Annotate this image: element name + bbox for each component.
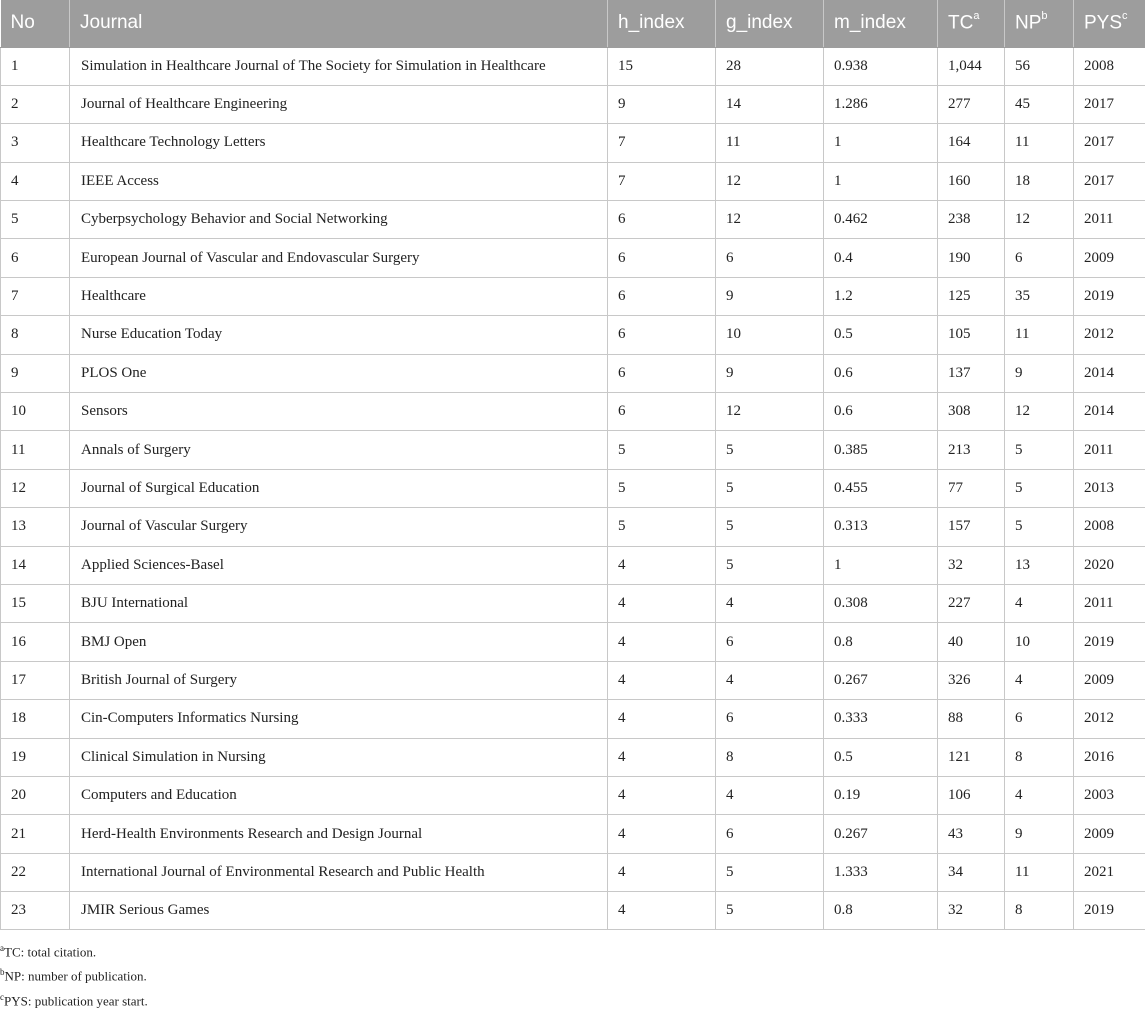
- cell-tc: 157: [938, 508, 1005, 546]
- cell-g-index: 4: [716, 661, 824, 699]
- cell-journal: BJU International: [70, 584, 608, 622]
- cell-g-index: 12: [716, 162, 824, 200]
- cell-journal: IEEE Access: [70, 162, 608, 200]
- cell-g-index: 4: [716, 584, 824, 622]
- cell-journal: Journal of Vascular Surgery: [70, 508, 608, 546]
- header-m-index: m_index: [824, 0, 938, 47]
- cell-journal: Cyberpsychology Behavior and Social Networking: [70, 201, 608, 239]
- cell-journal: Herd-Health Environments Research and Design Journal: [70, 815, 608, 853]
- cell-pys: 2013: [1074, 469, 1145, 507]
- cell-pys: 2017: [1074, 124, 1145, 162]
- cell-journal: Simulation in Healthcare Journal of The Society for Simulation in Healthcare: [70, 47, 608, 85]
- cell-no: 23: [1, 892, 70, 930]
- cell-np: 8: [1005, 892, 1074, 930]
- cell-np: 11: [1005, 124, 1074, 162]
- table-row: [1, 469, 1145, 507]
- footnote: [0, 938, 148, 962]
- cell-m-index: 1.2: [824, 277, 938, 315]
- cell-tc: 88: [938, 700, 1005, 738]
- cell-h-index: 4: [608, 738, 716, 776]
- cell-journal: JMIR Serious Games: [70, 892, 608, 930]
- table-row: [1, 316, 1145, 354]
- table-row: [1, 239, 1145, 277]
- cell-journal: Sensors: [70, 393, 608, 431]
- cell-h-index: 4: [608, 623, 716, 661]
- cell-h-index: 4: [608, 700, 716, 738]
- cell-np: 4: [1005, 661, 1074, 699]
- cell-m-index: 0.4: [824, 239, 938, 277]
- cell-h-index: 6: [608, 201, 716, 239]
- cell-h-index: 4: [608, 584, 716, 622]
- cell-g-index: 9: [716, 277, 824, 315]
- cell-tc: 137: [938, 354, 1005, 392]
- cell-no: 4: [1, 162, 70, 200]
- cell-g-index: 8: [716, 738, 824, 776]
- cell-m-index: 0.938: [824, 47, 938, 85]
- cell-np: 11: [1005, 853, 1074, 891]
- cell-m-index: 0.267: [824, 815, 938, 853]
- cell-journal: International Journal of Environmental Research and Public Health: [70, 853, 608, 891]
- cell-g-index: 9: [716, 354, 824, 392]
- cell-journal: Healthcare: [70, 277, 608, 315]
- cell-no: 8: [1, 316, 70, 354]
- cell-no: 13: [1, 508, 70, 546]
- cell-m-index: 0.5: [824, 316, 938, 354]
- cell-np: 45: [1005, 85, 1074, 123]
- cell-journal: Nurse Education Today: [70, 316, 608, 354]
- cell-pys: 2008: [1074, 47, 1145, 85]
- cell-no: 16: [1, 623, 70, 661]
- table-row: [1, 623, 1145, 661]
- cell-h-index: 9: [608, 85, 716, 123]
- cell-h-index: 6: [608, 316, 716, 354]
- cell-np: 11: [1005, 316, 1074, 354]
- cell-np: 6: [1005, 700, 1074, 738]
- cell-no: 17: [1, 661, 70, 699]
- table-row: [1, 584, 1145, 622]
- cell-m-index: 1: [824, 546, 938, 584]
- cell-no: 12: [1, 469, 70, 507]
- footnote-mark: a: [0, 943, 4, 953]
- cell-np: 35: [1005, 277, 1074, 315]
- table-row: [1, 277, 1145, 315]
- cell-m-index: 0.19: [824, 776, 938, 814]
- cell-h-index: 7: [608, 162, 716, 200]
- cell-tc: 326: [938, 661, 1005, 699]
- cell-journal: PLOS One: [70, 354, 608, 392]
- cell-tc: 160: [938, 162, 1005, 200]
- header-np-footnote-mark: b: [1041, 10, 1047, 22]
- table-row: [1, 700, 1145, 738]
- cell-no: 9: [1, 354, 70, 392]
- cell-tc: 32: [938, 892, 1005, 930]
- table-row: [1, 47, 1145, 85]
- cell-m-index: 1: [824, 124, 938, 162]
- cell-tc: 32: [938, 546, 1005, 584]
- cell-np: 4: [1005, 776, 1074, 814]
- cell-pys: 2011: [1074, 584, 1145, 622]
- cell-np: 12: [1005, 393, 1074, 431]
- cell-np: 5: [1005, 469, 1074, 507]
- header-tc-footnote-mark: a: [973, 10, 979, 22]
- cell-h-index: 4: [608, 853, 716, 891]
- table-row: [1, 354, 1145, 392]
- table-body: [1, 47, 1145, 930]
- cell-g-index: 5: [716, 892, 824, 930]
- table-row: [1, 162, 1145, 200]
- cell-np: 12: [1005, 201, 1074, 239]
- table-row: [1, 393, 1145, 431]
- cell-m-index: 0.308: [824, 584, 938, 622]
- cell-h-index: 6: [608, 277, 716, 315]
- cell-m-index: 0.6: [824, 354, 938, 392]
- cell-journal: Annals of Surgery: [70, 431, 608, 469]
- cell-pys: 2011: [1074, 431, 1145, 469]
- cell-tc: 34: [938, 853, 1005, 891]
- cell-g-index: 5: [716, 546, 824, 584]
- cell-h-index: 4: [608, 661, 716, 699]
- cell-h-index: 5: [608, 431, 716, 469]
- cell-m-index: 0.462: [824, 201, 938, 239]
- cell-h-index: 5: [608, 508, 716, 546]
- cell-tc: 277: [938, 85, 1005, 123]
- cell-no: 11: [1, 431, 70, 469]
- cell-pys: 2009: [1074, 239, 1145, 277]
- cell-journal: Journal of Healthcare Engineering: [70, 85, 608, 123]
- cell-np: 5: [1005, 431, 1074, 469]
- cell-g-index: 5: [716, 853, 824, 891]
- cell-g-index: 10: [716, 316, 824, 354]
- cell-no: 18: [1, 700, 70, 738]
- header-g-index: g_index: [716, 0, 824, 47]
- cell-journal: BMJ Open: [70, 623, 608, 661]
- cell-pys: 2019: [1074, 623, 1145, 661]
- footnote-text: PYS: publication year start.: [4, 993, 148, 1008]
- cell-np: 13: [1005, 546, 1074, 584]
- cell-g-index: 14: [716, 85, 824, 123]
- cell-g-index: 28: [716, 47, 824, 85]
- cell-g-index: 4: [716, 776, 824, 814]
- cell-pys: 2016: [1074, 738, 1145, 776]
- cell-journal: European Journal of Vascular and Endovascular Surgery: [70, 239, 608, 277]
- cell-h-index: 4: [608, 815, 716, 853]
- header-tc: $TC^a$: [938, 0, 1005, 47]
- table-row: [1, 85, 1145, 123]
- header-h-index: h_index: [608, 0, 716, 47]
- cell-m-index: 0.313: [824, 508, 938, 546]
- table-row: [1, 815, 1145, 853]
- cell-g-index: 5: [716, 469, 824, 507]
- cell-h-index: 15: [608, 47, 716, 85]
- cell-journal: Clinical Simulation in Nursing: [70, 738, 608, 776]
- table-row: [1, 776, 1145, 814]
- cell-no: 10: [1, 393, 70, 431]
- table-row: [1, 124, 1145, 162]
- cell-no: 20: [1, 776, 70, 814]
- cell-no: 15: [1, 584, 70, 622]
- cell-m-index: 0.8: [824, 623, 938, 661]
- table-row: [1, 546, 1145, 584]
- cell-h-index: 4: [608, 546, 716, 584]
- header-np: $NP^b$: [1005, 0, 1074, 47]
- cell-m-index: 1: [824, 162, 938, 200]
- cell-pys: 2014: [1074, 393, 1145, 431]
- cell-g-index: 6: [716, 239, 824, 277]
- header-pys-footnote-mark: c: [1122, 10, 1128, 22]
- cell-tc: 43: [938, 815, 1005, 853]
- header-journal: Journal: [70, 0, 608, 47]
- cell-tc: 190: [938, 239, 1005, 277]
- footnote-text: NP: number of publication.: [5, 969, 147, 984]
- cell-tc: 213: [938, 431, 1005, 469]
- table-row: [1, 892, 1145, 930]
- cell-np: 10: [1005, 623, 1074, 661]
- cell-no: 19: [1, 738, 70, 776]
- cell-pys: 2019: [1074, 892, 1145, 930]
- cell-pys: 2003: [1074, 776, 1145, 814]
- cell-m-index: 1.286: [824, 85, 938, 123]
- cell-m-index: 0.6: [824, 393, 938, 431]
- cell-journal: British Journal of Surgery: [70, 661, 608, 699]
- cell-tc: 125: [938, 277, 1005, 315]
- cell-no: 7: [1, 277, 70, 315]
- cell-no: 1: [1, 47, 70, 85]
- cell-tc: 1,044: [938, 47, 1005, 85]
- footnote-text: TC: total citation.: [4, 944, 96, 959]
- header-pys: PYS$^c$: [1074, 0, 1145, 47]
- cell-np: 5: [1005, 508, 1074, 546]
- cell-pys: 2014: [1074, 354, 1145, 392]
- cell-pys: 2011: [1074, 201, 1145, 239]
- cell-journal: Applied Sciences-Basel: [70, 546, 608, 584]
- cell-g-index: 5: [716, 431, 824, 469]
- cell-no: 21: [1, 815, 70, 853]
- cell-no: 5: [1, 201, 70, 239]
- cell-tc: 238: [938, 201, 1005, 239]
- table-footnotes: [0, 938, 148, 1011]
- cell-pys: 2020: [1074, 546, 1145, 584]
- cell-m-index: 0.385: [824, 431, 938, 469]
- cell-no: 22: [1, 853, 70, 891]
- cell-np: 8: [1005, 738, 1074, 776]
- cell-pys: 2009: [1074, 815, 1145, 853]
- cell-h-index: 4: [608, 892, 716, 930]
- footnote-mark: c: [0, 992, 4, 1002]
- cell-np: 9: [1005, 815, 1074, 853]
- table-row: [1, 661, 1145, 699]
- cell-g-index: 11: [716, 124, 824, 162]
- cell-pys: 2008: [1074, 508, 1145, 546]
- cell-tc: 164: [938, 124, 1005, 162]
- table-row: [1, 853, 1145, 891]
- footnote: [0, 962, 148, 986]
- table-row: [1, 738, 1145, 776]
- cell-g-index: 6: [716, 815, 824, 853]
- cell-tc: 106: [938, 776, 1005, 814]
- table-row: [1, 508, 1145, 546]
- cell-tc: 121: [938, 738, 1005, 776]
- cell-g-index: 5: [716, 508, 824, 546]
- cell-journal: Computers and Education: [70, 776, 608, 814]
- cell-g-index: 6: [716, 700, 824, 738]
- cell-h-index: 6: [608, 393, 716, 431]
- cell-pys: 2009: [1074, 661, 1145, 699]
- cell-m-index: 0.5: [824, 738, 938, 776]
- cell-tc: 227: [938, 584, 1005, 622]
- cell-np: 56: [1005, 47, 1074, 85]
- header-row: [1, 0, 1145, 47]
- cell-m-index: 1.333: [824, 853, 938, 891]
- cell-m-index: 0.455: [824, 469, 938, 507]
- cell-np: 18: [1005, 162, 1074, 200]
- cell-journal: Healthcare Technology Letters: [70, 124, 608, 162]
- cell-h-index: 5: [608, 469, 716, 507]
- cell-no: 6: [1, 239, 70, 277]
- cell-no: 14: [1, 546, 70, 584]
- cell-pys: 2017: [1074, 162, 1145, 200]
- cell-np: 9: [1005, 354, 1074, 392]
- cell-tc: 105: [938, 316, 1005, 354]
- cell-h-index: 6: [608, 239, 716, 277]
- footnote-mark: b: [0, 967, 5, 977]
- cell-m-index: 0.8: [824, 892, 938, 930]
- cell-no: 2: [1, 85, 70, 123]
- cell-pys: 2012: [1074, 700, 1145, 738]
- cell-g-index: 12: [716, 393, 824, 431]
- header-no: No: [1, 0, 70, 47]
- cell-h-index: 4: [608, 776, 716, 814]
- cell-g-index: 6: [716, 623, 824, 661]
- cell-h-index: 6: [608, 354, 716, 392]
- cell-g-index: 12: [716, 201, 824, 239]
- cell-journal: Cin-Computers Informatics Nursing: [70, 700, 608, 738]
- cell-h-index: 7: [608, 124, 716, 162]
- cell-m-index: 0.267: [824, 661, 938, 699]
- cell-pys: 2012: [1074, 316, 1145, 354]
- cell-tc: 40: [938, 623, 1005, 661]
- cell-m-index: 0.333: [824, 700, 938, 738]
- cell-pys: 2019: [1074, 277, 1145, 315]
- cell-journal: Journal of Surgical Education: [70, 469, 608, 507]
- cell-np: 4: [1005, 584, 1074, 622]
- cell-pys: 2017: [1074, 85, 1145, 123]
- cell-no: 3: [1, 124, 70, 162]
- cell-pys: 2021: [1074, 853, 1145, 891]
- table-row: [1, 431, 1145, 469]
- cell-tc: 308: [938, 393, 1005, 431]
- cell-tc: 77: [938, 469, 1005, 507]
- cell-np: 6: [1005, 239, 1074, 277]
- table-row: [1, 201, 1145, 239]
